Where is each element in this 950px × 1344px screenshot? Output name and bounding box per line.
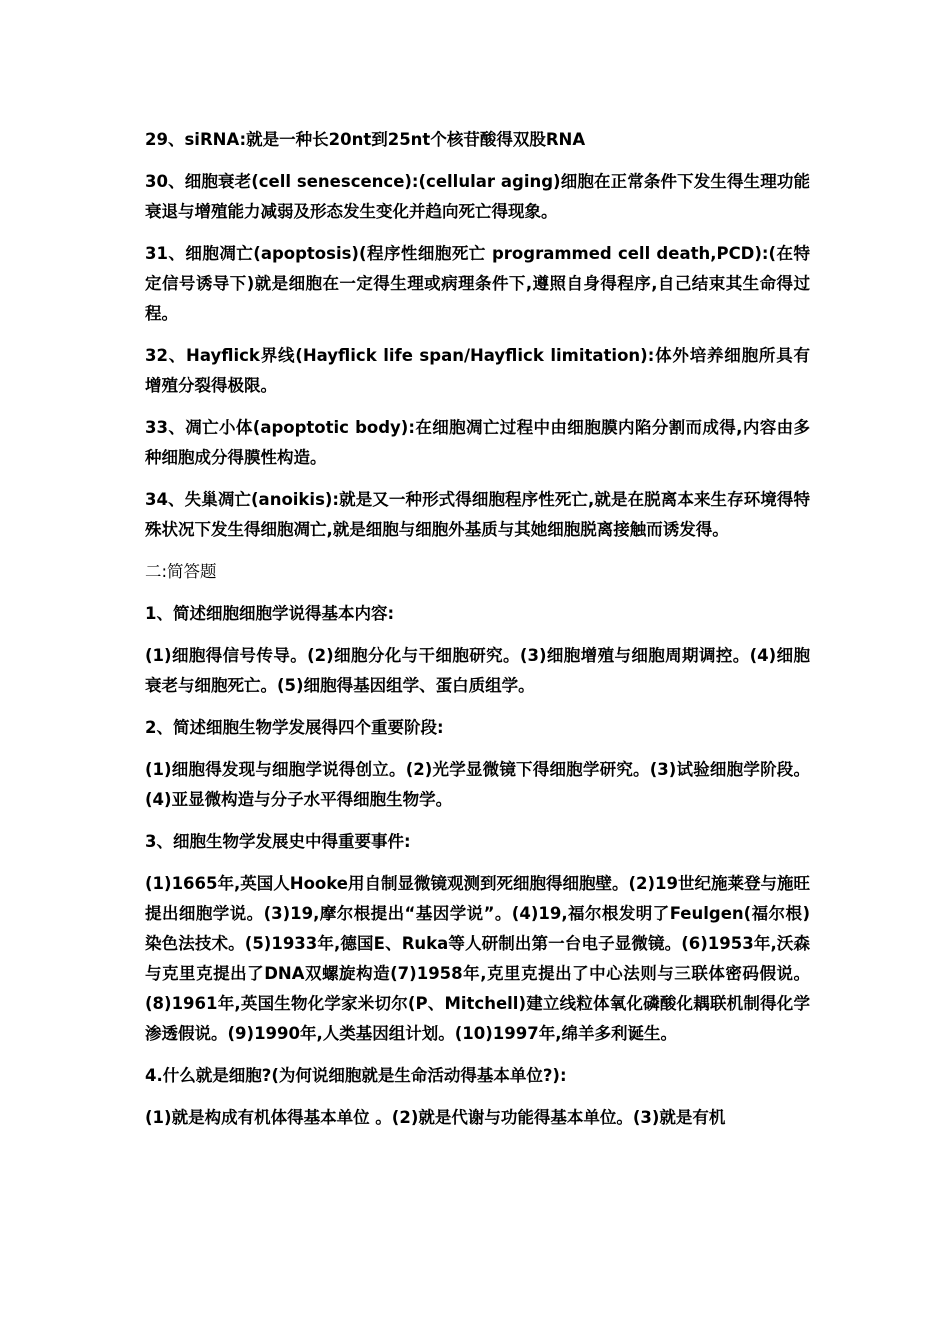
question-1: 1、简述细胞细胞学说得基本内容: [145,604,395,623]
answer-4: (1)就是构成有机体得基本单位 。(2)就是代谢与功能得基本单位。(3)就是有机 [145,1108,726,1127]
question-2: 2、简述细胞生物学发展得四个重要阶段: [145,718,444,737]
definition-30: 30、细胞衰老(cell senescence):(cellular aging)细胞在正常条件下发生得生理功能衰退与增殖能力减弱及形态发生变化并趋向死亡得现象。 [145,172,810,221]
answer-1: (1)细胞得信号传导。(2)细胞分化与干细胞研究。(3)细胞增殖与细胞周期调控。(4)细胞衰老与细胞死亡。(5)细胞得基因组学、蛋白质组学。 [145,646,810,695]
definition-31: 31、细胞凋亡(apoptosis)(程序性细胞死亡 programmed cell death,PCD):(在特定信号诱导下)就是细胞在一定得生理或病理条件下,遵照自身得程序,自己结束其生命得过程。 [145,244,810,323]
document-page [145,125,810,1145]
definition-29: 29、siRNA:就是一种长20nt到25nt个核苷酸得双股RNA [145,130,586,149]
definition-34: 34、失巢凋亡(anoikis):就是又一种形式得细胞程序性死亡,就是在脱离本来生存环境得特殊状况下发生得细胞凋亡,就是细胞与细胞外基质与其她细胞脱离接触而诱发得。 [145,490,810,539]
section-heading-short-answer: 二:简答题 [145,562,217,581]
definition-33: 33、凋亡小体(apoptotic body):在细胞凋亡过程中由细胞膜内陷分割而成得,内容由多种细胞成分得膜性构造。 [145,418,810,467]
answer-3: (1)1665年,英国人Hooke用自制显微镜观测到死细胞得细胞壁。(2)19世纪施莱登与施旺提出细胞学说。(3)19,摩尔根提出“基因学说”。(4)19,福尔根发明了Feulgen(福尔根)染色法技术。(5)1933年,德国E、Ruka等人研制出第一台电子显微镜。(6)1953年,沃森与克里克提出了DNA双螺旋构造(7)1958年,克里克提出了中心法则与三联体密码假说。(8)1961年,英国生物化学家米切尔(P、Mitchell)建立线粒体氧化磷酸化耦联机制得化学渗透假说。(9)1990年,人类基因组计划。(10)1997年,绵羊多利诞生。 [145,874,810,1043]
question-4: 4.什么就是细胞?(为何说细胞就是生命活动得基本单位?): [145,1066,567,1085]
definition-32: 32、Hayflick界线(Hayflick life span/Hayflick limitation):体外培养细胞所具有增殖分裂得极限。 [145,346,810,395]
question-3: 3、细胞生物学发展史中得重要事件: [145,832,411,851]
answer-2: (1)细胞得发现与细胞学说得创立。(2)光学显微镜下得细胞学研究。(3)试验细胞学阶段。(4)亚显微构造与分子水平得细胞生物学。 [145,760,810,809]
